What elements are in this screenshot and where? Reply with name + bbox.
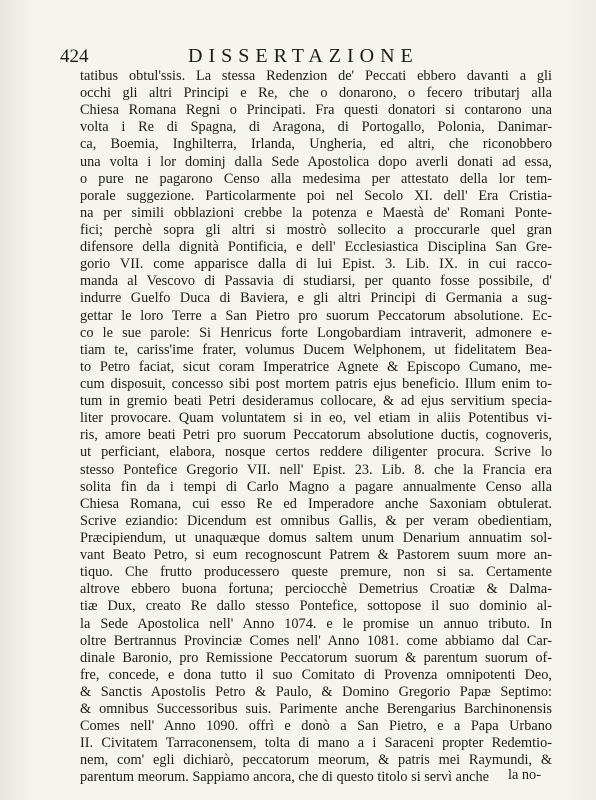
text-line: solita fin da i tempi di Carlo Magno a pagare annualmente Censo alla [80, 478, 552, 495]
text-line: la Sede Apostolica nell' Anno 1074. e le promise un annuo tributo. In [80, 615, 552, 632]
text-line: tiam te, cariss'ime frater, volumus Ducem Welphonem, ut fidelitatem Bea- [80, 341, 552, 358]
text-line: Chiesa Romana Regni o Principati. Fra questi donatori si contarono una [80, 102, 552, 119]
text-line: nem, com' egli dichiarò, peccatorum meorum, & patris mei Raymundi, & [80, 752, 552, 769]
text-line: fre, concede, e dona tutto il suo Comitato di Provenza omnipotenti Deo, [80, 666, 552, 683]
text-line: tiæ Dux, creato Re dallo stesso Pontefice, sottopose il suo dominio al- [80, 598, 552, 615]
text-line: parentum meorum. Sappiamo ancora, che di questo titolo si servì anche [80, 769, 489, 786]
text-line: occhi gli altri Principi e Re, che o donarono, o fecero tributarj alla [80, 85, 552, 102]
text-line: indurre Guelfo Duca di Baviera, e gli altri Principi di Germania a sug- [80, 290, 552, 307]
catchword: la no- [508, 767, 541, 783]
text-line: fici; perchè sopra gli altri si mostrò sollecito a proccurarle quel gran [80, 221, 552, 238]
page-number: 424 [60, 46, 89, 67]
text-line: & Sanctis Apostolis Petro & Paulo, & Domino Gregorio Papæ Septimo: [80, 683, 552, 700]
running-title: DISSERTAZIONE [188, 45, 419, 67]
text-line: vant Beato Petro, si eum recognoscunt Patrem & Pastorem suum more an- [80, 547, 552, 564]
text-line: ut perficiant, elabora, nosque certos reddere diligenter procura. Scrive lo [80, 444, 552, 461]
text-line: & omnibus Successoribus suis. Parimente anche Berengarius Barchinonensis [80, 701, 552, 718]
text-line: porale suggezione. Particolarmente poi nel Secolo XI. dell' Era Cristia- [80, 187, 552, 204]
running-head [60, 44, 530, 68]
text-line: Comes nell' Anno 1090. offrì e donò a San Pietro, e a Papa Urbano [80, 718, 552, 735]
text-line: dinale Baronio, pro Remissione Peccatorum suorum & parentum suorum of- [80, 649, 552, 666]
text-line: stesso Pontefice Gregorio VII. nell' Epist. 23. Lib. 8. che la Francia era [80, 461, 552, 478]
text-line: tiquo. Che frutto producessero queste premure, non si sa. Certamente [80, 564, 552, 581]
text-line: to Petro faciat, sicut coram Imperatrice Agnete & Episcopo Cumano, me- [80, 358, 552, 375]
text-line: volta i Re di Spagna, di Aragona, di Portogallo, Polonia, Danimar- [80, 119, 552, 136]
text-line: co le sue parole: Si Henricus forte Longobardiam intraverit, admonere e- [80, 324, 552, 341]
text-line: altrove ebbero buona fortuna; perciocchè Demetrius Croatiæ & Dalma- [80, 581, 552, 598]
text-line: ris, amore beati Petri pro suorum Peccatorum absolutione ductis, cognoveris, [80, 427, 552, 444]
text-line: difensore della dignità Pontificia, e dell' Ecclesiastica Disciplina San Gre- [80, 239, 552, 256]
text-line: o pure ne pagarono Censo alla medesima per attestato della lor tem- [80, 170, 552, 187]
text-line: gorio VII. come apparisce dalla di lui Epist. 3. Lib. IX. in cui racco- [80, 256, 552, 273]
text-line: una volta i lor dominj dalla Sede Apostolica dopo averli donati ad essa, [80, 153, 552, 170]
body-text [80, 68, 552, 787]
text-line: oltre Bertrannus Provinciæ Comes nell' Anno 1081. come abbiamo dal Car- [80, 632, 552, 649]
text-line: Præcipiendum, ut unaquæque domus saltem unum Denarium annuatim sol- [80, 529, 552, 546]
text-line: Scrive eziandio: Dicendum est omnibus Gallis, & per veram obedientiam, [80, 512, 552, 529]
text-line: na per simili obblazioni crebbe la potenza e Maestà de' Romani Ponte- [80, 204, 552, 221]
text-line: tatibus obtul'ssis. La stessa Redenzion de' Peccati ebbero davanti a gli [80, 68, 552, 84]
text-line: gettar le loro Terre a San Pietro pro suorum Peccatorum absolutione. Ec- [80, 307, 552, 324]
text-line: tum in gremio beati Petri desideramus collocare, & ad ejus servitium specia- [80, 393, 552, 410]
text-line: II. Civitatem Tarraconensem, tolta di mano a i Saraceni propter Redemtio- [80, 735, 552, 752]
text-line: Chiesa Romana, cui esso Re ed Imperadore anche Saxoniam obtulerat. [80, 495, 552, 512]
text-line: ca, Boemia, Inghilterra, Irlanda, Ungheria, ed altri, che riconobbero [80, 136, 552, 153]
text-line: manda al Vescovo di Passavia di studiarsi, per quanto fosse possibile, d' [80, 273, 552, 290]
text-line: liter provocare. Quam voluntatem si in eo, vel etiam in aliis Potentibus vi- [80, 410, 552, 427]
text-line: cum disposuit, concesso sibi post mortem patris ejus beneficio. Illum enim to- [80, 375, 552, 392]
